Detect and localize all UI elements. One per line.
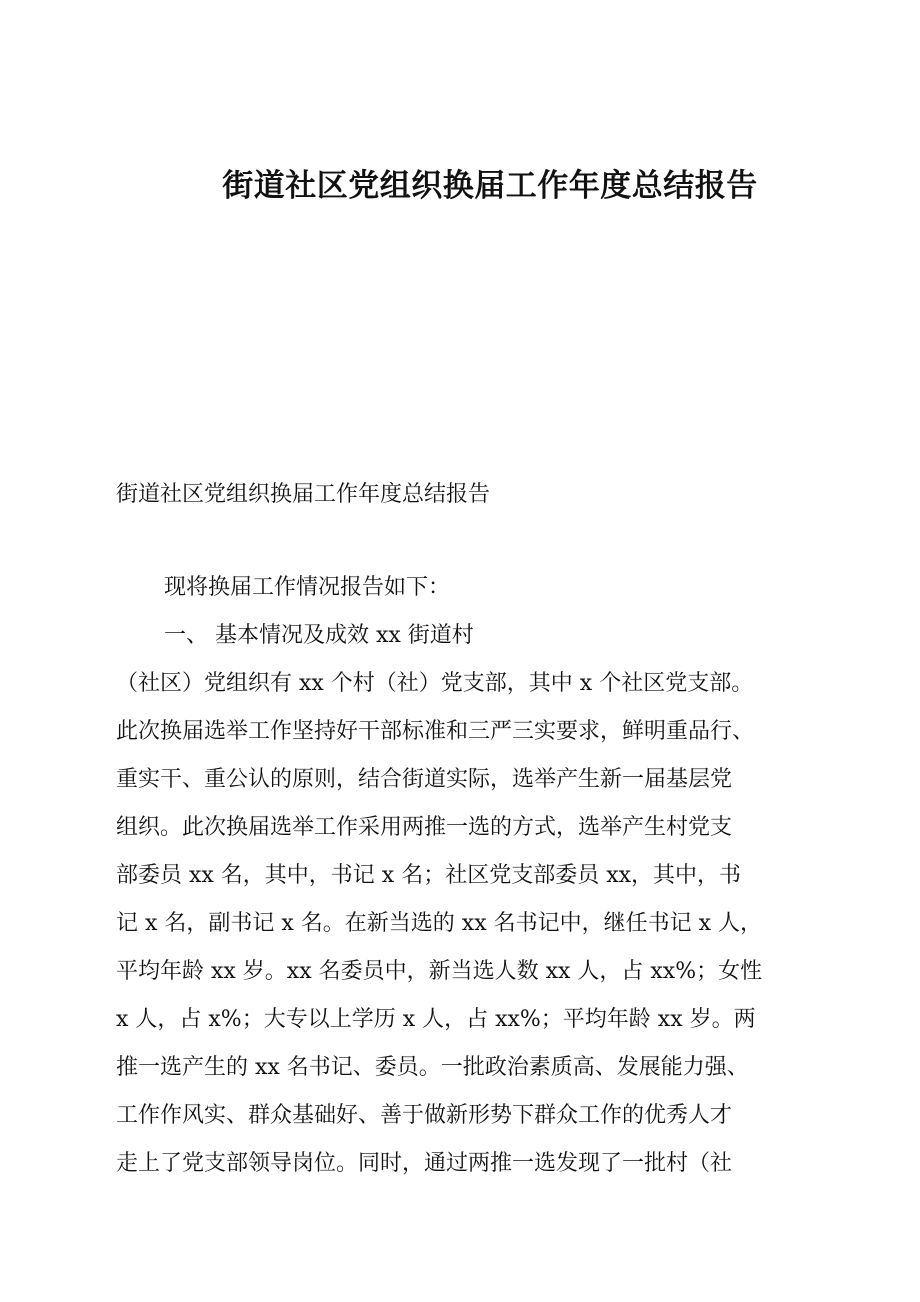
- document-title: 街道社区党组织换届工作年度总结报告: [222, 168, 758, 204]
- body-line: 走上了党支部领导岗位。同时，通过两推一选发现了一批村（社: [116, 1151, 733, 1176]
- intro-paragraph: 现将换届工作情况报告如下：: [164, 575, 451, 600]
- body-line: （社区）党组织有 xx 个村（社）党支部，其中 x 个社区党支部。: [116, 671, 754, 696]
- body-line: 此次换届选举工作坚持好干部标准和三严三实要求，鲜明重品行、: [116, 719, 755, 744]
- body-line: 平均年龄 xx 岁。xx 名委员中，新当选人数 xx 人，占 xx%；女性: [116, 959, 763, 984]
- body-line: 重实干、重公认的原则，结合街道实际，选举产生新一届基层党: [116, 767, 733, 792]
- body-line: 推一选产生的 xx 名书记、委员。一批政治素质高、发展能力强、: [116, 1055, 749, 1080]
- body-line: 工作作风实、群众基础好、善于做新形势下群众工作的优秀人才: [116, 1103, 733, 1128]
- body-line: 记 x 名，副书记 x 名。在新当选的 xx 名书记中，继任书记 x 人，: [116, 911, 762, 936]
- body-line: 组织。此次换届选举工作采用两推一选的方式，选举产生村党支: [116, 815, 733, 840]
- body-line: 部委员 xx 名，其中，书记 x 名；社区党支部委员 xx，其中，书: [116, 863, 742, 888]
- body-line: x 人，占 x%；大专以上学历 x 人，占 xx%；平均年龄 xx 岁。两: [116, 1007, 756, 1032]
- section-heading: 一、 基本情况及成效 xx 街道村: [164, 623, 474, 648]
- document-subtitle: 街道社区党组织换届工作年度总结报告: [116, 482, 491, 507]
